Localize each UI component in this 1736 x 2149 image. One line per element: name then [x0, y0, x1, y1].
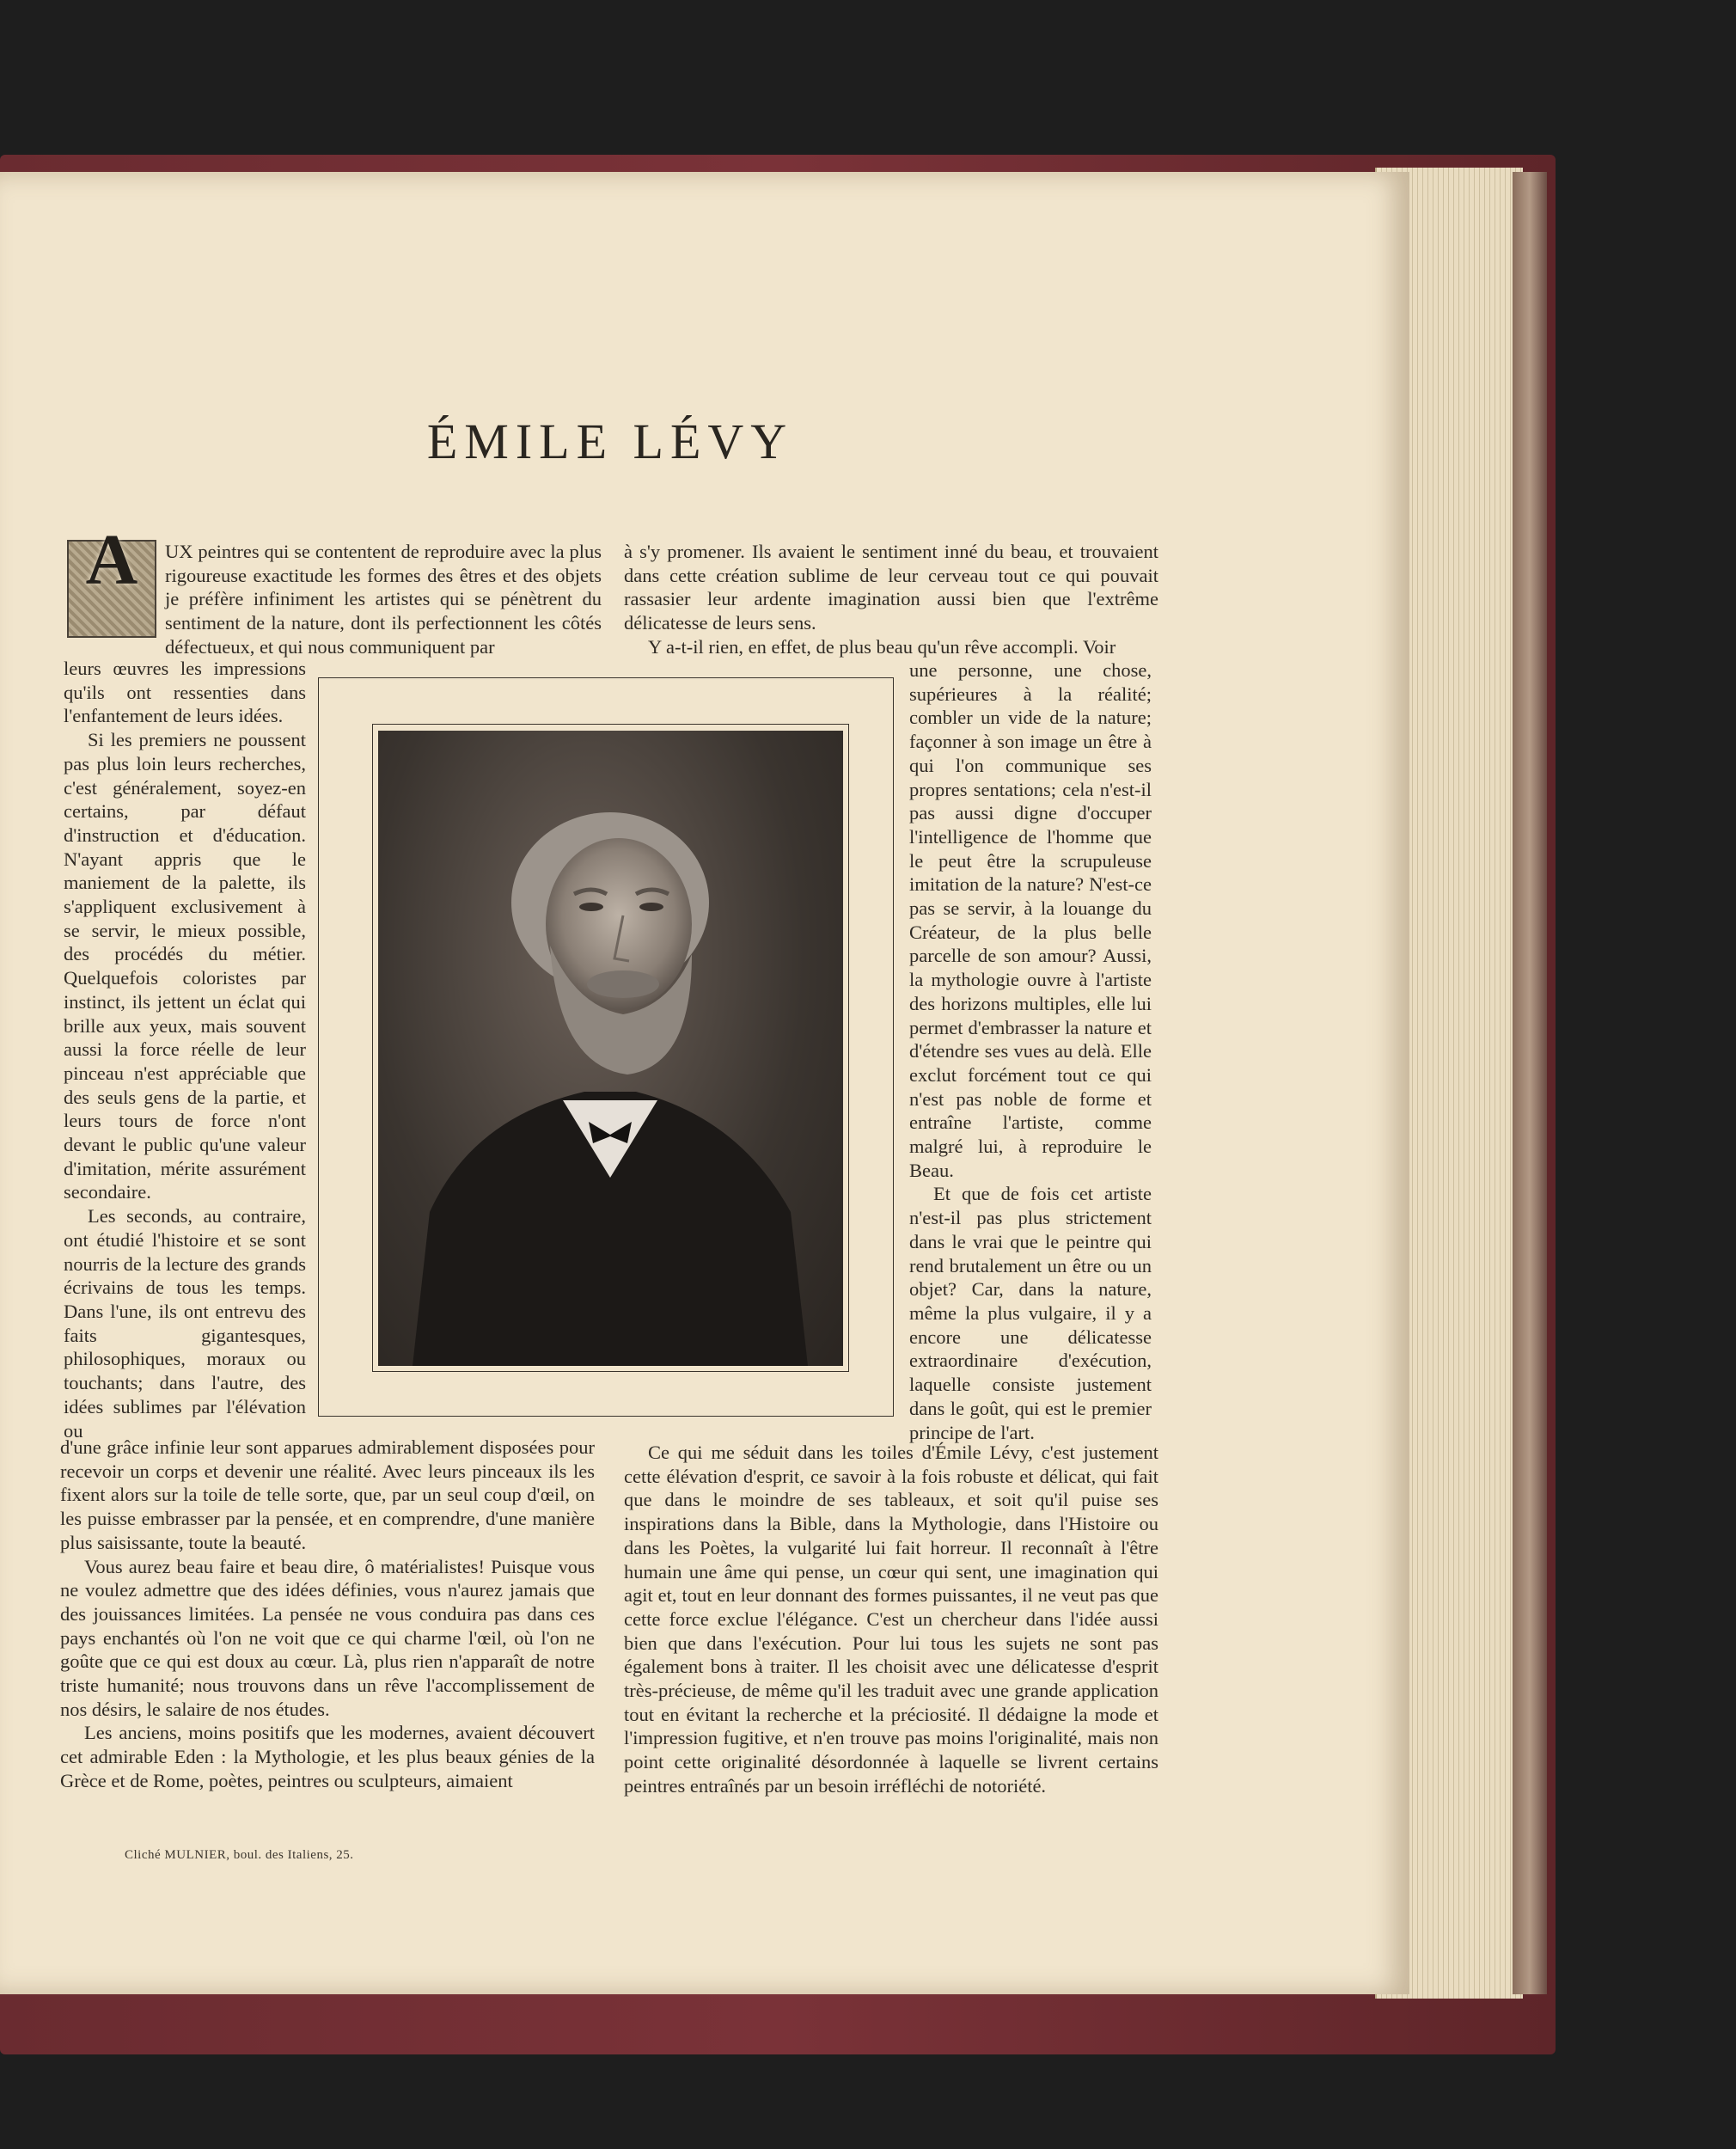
portrait-figure	[378, 731, 843, 1366]
paragraph: Ce qui me séduit dans les toiles d'Émile Lévy, c'est justement cette élévation d'esprit, ce savoir à la fois robuste et délicat, qui fait que dans le moindre de ses tableaux, et soit qu'il puise ses inspirations dans la Bible, dans la Mythologie, dans l'Histoire ou dans les Poètes, la vulgarité lui fait horreur. Il reconnaît à l'être humain une âme qui pense, un cœur qui sent, une imagination qui agit et, tout en leur donnant des formes puissantes, il ne veut pas que cette force exclue l'élégance. C'est un chercheur dans l'idée aussi bien que dans l'exécution. Pour lui tous les sujets ne sont pas également bons à traiter. Il les choisit avec une délicatesse d'esprit très-précieuse, de même qu'il les traduit avec une grande application tout en évitant la recherche et la préciosité. Il dédaigne la mode et l'impression fugitive, et n'en trouve pas moins l'originalité, mais non point cette originalité désordonnée à laquelle se livrent certains peintres entraînés par un besoin irréfléchi de notoriété.	[624, 1442, 1158, 1797]
page-title: ÉMILE LÉVY	[426, 413, 794, 469]
right-column-top	[624, 540, 1158, 659]
dropcap-letter: A	[67, 540, 156, 638]
paragraph: Les anciens, moins positifs que les modernes, avaient découvert cet admirable Eden : la Mythologie, et les plus beaux génies de la Grèce et de Rome, poètes, peintres ou sculpteurs, aimaient	[60, 1722, 595, 1791]
paragraph: Si les premiers ne poussent pas plus loin leurs recherches, c'est généralement, soyez-en certains, par défaut d'instruction et d'éducation. N'ayant appris que le maniement de la palette, ils s'appliquent exclusivement à se servir, le mieux possible, des procédés du métier. Quelquefois coloristes par instinct, ils jettent un éclat qui brille aux yeux, mais souvent aussi la force réelle de leur pinceau n'est appréciable que des seuls gens de la partie, et leurs tours de force n'ont devant le public qu'une valeur d'imitation, mérite assurément secondaire.	[64, 729, 306, 1203]
right-column-bottom	[624, 1441, 1158, 1798]
paragraph: leurs œuvres les impressions qu'ils ont ressenties dans l'enfantement de leurs idées.	[64, 658, 306, 727]
book-spine	[1513, 172, 1547, 1994]
left-column-narrow	[64, 657, 306, 1442]
right-column-narrow	[909, 658, 1152, 1444]
paragraph: Y a-t-il rien, en effet, de plus beau qu'un rêve accompli. Voir	[648, 635, 1116, 658]
portrait-photograph	[378, 731, 843, 1366]
paragraph: d'une grâce infinie leur sont apparues admirablement disposées pour recevoir un corps et devenir une réalité. Avec leurs pinceaux ils les fixent alors sur la toile de telle sorte, que, par un seul coup d'œil, on les puisse embrasser par la pensée, et en comprendre, d'une manière plus saisissante, toute la beauté.	[60, 1436, 595, 1553]
left-column-top	[67, 520, 602, 659]
paragraph: à s'y promener. Ils avaient le sentiment inné du beau, et trouvaient dans cette création sublime de leur cerveau tout ce qui pouvait rassasier leur ardente imagination aussi bien que l'extrême délicatesse de leurs sens.	[624, 541, 1158, 634]
paragraph: Et que de fois cet artiste n'est-il pas plus strictement dans le vrai que le peintre qui rend brutalement un être ou un objet? Car, dans la nature, même la plus vulgaire, il y a encore une délicatesse extraordinaire d'exécution, laquelle consiste justement dans le goût, qui est le premier principe de l'art.	[909, 1183, 1152, 1443]
paragraph: une personne, une chose, supérieures à la réalité; combler un vide de la nature; façonner à son image un être à qui l'on communique ses propres sentations; cela n'est-il pas aussi digne d'occuper l'intelligence de l'homme que le peut être la scrupuleuse imitation de la nature? N'est-ce pas se servir, à la louange du Créateur, de la plus belle parcelle de son amour? Aussi, la mythologie ouvre à l'artiste des horizons multiples, elle lui permet d'embrasser la nature et d'étendre ses vues au delà. Elle exclut forcément tout ce qui n'est pas noble de forme et entraîne l'artiste, comme malgré lui, à reproduire le Beau.	[909, 659, 1152, 1181]
paragraph: Vous aurez beau faire et beau dire, ô matérialistes! Puisque vous ne voulez admettre que des idées définies, vous n'aurez jamais que des jouissances limitées. La pensée ne vous conduira pas dans ces pays enchantés où l'on ne voit que ce qui charme l'œil, où l'on ne goûte que ce qui est doux au cœur. Là, plus rien n'apparaît de notre triste humanité; nous trouvons dans un rêve l'accomplissement de nos désirs, le salaire de nos études.	[60, 1555, 595, 1720]
left-column-bottom	[60, 1436, 595, 1793]
paragraph: Les seconds, au contraire, ont étudié l'histoire et se sont nourris de la lecture des grands écrivains de tous les temps. Dans l'une, ils ont entrevu des faits gigantesques, philosophiques, moraux ou touchants; dans l'autre, des idées sublimes par l'élévation ou	[64, 1205, 306, 1442]
paragraph: UX peintres qui se contentent de reproduire avec la plus rigoureuse exactitude les formes des êtres et des objets je préfère infiniment les artistes qui se pénètrent du sentiment de la nature, dont ils perfectionnent les côtés défectueux, et qui nous communiquent par	[165, 541, 602, 658]
photo-credit: Cliché MULNIER, boul. des Italiens, 25.	[125, 1848, 354, 1862]
